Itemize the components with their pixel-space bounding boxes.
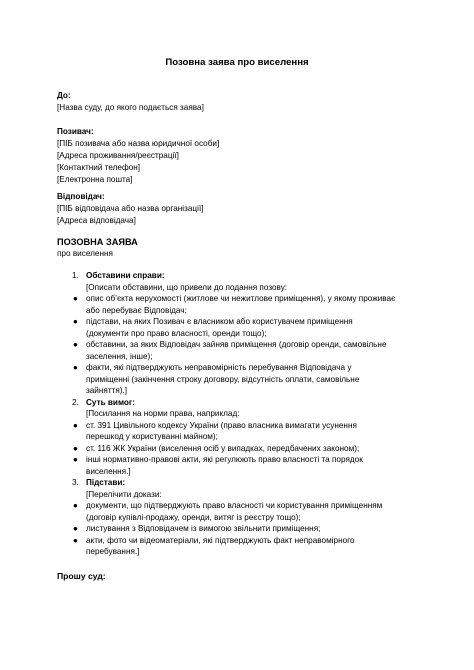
plaintiff-block xyxy=(57,126,437,186)
court-block xyxy=(57,90,437,114)
defendant-name-line: [ПІБ відповідача або назва організації] xyxy=(57,204,204,213)
bullet-text-line: заселення, інше); xyxy=(86,351,153,361)
bullet-text-line: (документи про право власності, оренди тощо); xyxy=(86,328,267,338)
plaintiff-name-line: [ПІБ позивача або назва юридичної особи] xyxy=(57,139,220,148)
defendant-block xyxy=(57,191,437,227)
bullet-text-line: зайняття).] xyxy=(86,386,128,395)
request-label: Прошу суд: xyxy=(57,571,106,581)
bullet-icon: ● xyxy=(73,294,78,303)
section-claims xyxy=(57,397,437,478)
defendant-label: Відповідач: xyxy=(57,192,105,201)
list-item xyxy=(57,500,437,523)
section-intro: [Описати обставини, що привели до подання позову: xyxy=(86,282,288,292)
bullet-text-line: факти, які підтверджують неправомірність перебування Відповідача у xyxy=(86,363,352,372)
bullet-icon: ● xyxy=(73,501,78,510)
list-item xyxy=(57,420,437,443)
bullet-text-line: обставини, за яких Відповідач зайняв приміщення (договір оренди, самовільне xyxy=(86,340,387,349)
bullet-icon: ● xyxy=(73,455,78,464)
bullet-list xyxy=(73,420,437,478)
bullet-text-line: документи, що підтверджують право власності чи користування приміщенням xyxy=(86,501,383,510)
section-circumstances xyxy=(57,270,437,397)
bullet-icon: ● xyxy=(73,420,78,430)
plaintiff-label: Позивач: xyxy=(57,127,94,136)
bullet-list xyxy=(73,293,437,397)
plaintiff-address-line: [Адреса проживання/реєстрації] xyxy=(57,151,179,160)
bullet-text-line: (договір купівлі-продажу, оренди, витяг із реєстру тощо); xyxy=(86,512,301,522)
bullet-icon: ● xyxy=(73,524,78,533)
to-label: До: xyxy=(57,91,71,100)
bullet-text-line: опис об’єкта нерухомості (житлове чи нежитлове приміщення), у якому проживає xyxy=(86,294,396,303)
bullet-icon: ● xyxy=(73,340,78,349)
section-number: 1. xyxy=(72,271,79,280)
document-title: Позовна заява про виселення xyxy=(165,57,309,68)
bullet-list xyxy=(73,500,437,558)
bullet-icon: ● xyxy=(73,443,78,453)
section-number: 2. xyxy=(72,397,79,407)
bullet-text-line: акти, фото чи відеоматеріали, які підтверджують факт неправомірного xyxy=(86,535,355,545)
bullet-text-line: інші нормативно-правові акти, які регулюють право власності та порядок xyxy=(86,455,363,464)
section-heading: Підстави: xyxy=(86,478,126,487)
bullet-text-line: ст. 391 Цивільного кодексу України (право власника вимагати усунення xyxy=(86,420,357,430)
list-item xyxy=(57,535,437,558)
list-item xyxy=(57,362,437,397)
bullet-text-line: ст. 116 ЖК України (виселення осіб у випадках, передбачених законом); xyxy=(86,443,360,453)
bullet-icon: ● xyxy=(73,363,78,372)
list-item xyxy=(57,316,437,339)
claim-title: ПОЗОВНА ЗАЯВА xyxy=(57,237,138,247)
bullet-icon: ● xyxy=(73,317,78,326)
section-intro: [Перелічити докази: xyxy=(86,489,162,499)
bullet-text-line: приміщенні (закінчення строку договору, відсутність оплати, самовільне xyxy=(86,374,360,384)
bullet-text-line: листування з Відповідачем із вимогою звільнити приміщення; xyxy=(86,524,321,533)
section-grounds xyxy=(57,477,437,558)
section-heading: Суть вимог: xyxy=(86,397,136,407)
bullet-text-line: виселення.] xyxy=(86,466,131,476)
list-item xyxy=(57,443,437,455)
plaintiff-phone-line: [Контактний телефон] xyxy=(57,163,141,172)
bullet-text-line: підстави, на яких Позивач є власником або користувачем приміщення xyxy=(86,317,353,326)
bullet-text-line: перебування.] xyxy=(86,547,140,556)
bullet-text-line: або перебуває Відповідач; xyxy=(86,305,187,315)
claim-subtitle: про виселення xyxy=(57,249,113,258)
bullet-icon: ● xyxy=(73,535,78,545)
list-item xyxy=(57,523,437,535)
court-name-line: [Назва суду, до якого подається заява] xyxy=(57,103,204,112)
defendant-address-line: [Адреса відповідача] xyxy=(57,216,136,225)
section-heading: Обставини справи: xyxy=(86,271,165,280)
claim-sections xyxy=(57,270,437,558)
list-item xyxy=(57,293,437,316)
list-item xyxy=(57,454,437,477)
section-number: 3. xyxy=(72,478,79,487)
list-item xyxy=(57,339,437,362)
section-intro: [Посилання на норми права, наприклад: xyxy=(86,409,240,418)
bullet-text-line: перешкод у користуванні майном); xyxy=(86,432,218,441)
claim-heading-block xyxy=(57,236,437,260)
plaintiff-email-line: [Електронна пошта] xyxy=(57,175,133,184)
